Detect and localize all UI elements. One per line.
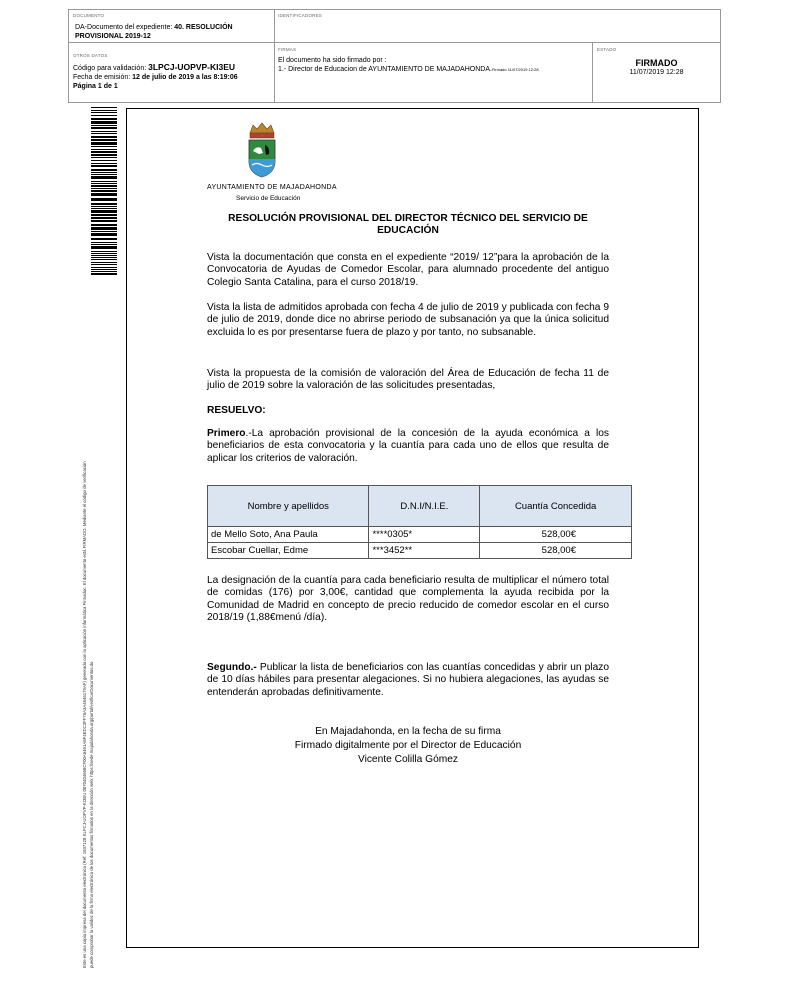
cell-nombre: Escobar Cuellar, Edme [208, 543, 369, 559]
signature-line-2: Firmado digitalmente por el Director de Educación [294, 740, 522, 751]
documento-title: 40. RESOLUCIÓN PROVISIONAL 2019-12 [75, 24, 233, 40]
estado-label: ESTADO [597, 47, 617, 52]
primero-label: Primero [207, 428, 246, 439]
signature-line-1: En Majadahonda, en la fecha de su firma [315, 726, 501, 737]
cell-cuantia: 528,00€ [480, 543, 632, 559]
firmas-date: Firmado 11/07/2019 12:28 [491, 67, 539, 72]
fecha-prefix: Fecha de emisión: [73, 74, 133, 81]
documento-label: DOCUMENTO [73, 13, 105, 18]
signature-line-3: Vicente Colilla Gómez [357, 754, 459, 765]
header-dni: D.N.I/N.I.E. [369, 486, 480, 527]
documento-prefix: DA-Documento del expediente: [75, 24, 175, 31]
servicio-name: Servicio de Educación [236, 195, 301, 202]
estado-cell [593, 43, 720, 102]
codigo-validacion: 3LPCJ-UOPVP-KI3EU [148, 62, 236, 72]
cell-dni: ***3452** [369, 543, 480, 559]
identificadores-label: IDENTIFICADORES [278, 13, 323, 18]
paragraph-3: Vista la propuesta de la comisión de valoración del Área de Educación de fecha 11 de julio de 2019 sobre la valoración de las solicitudes presentadas, [207, 368, 609, 392]
cell-dni: ****0305* [369, 527, 480, 543]
cell-nombre: de Mello Soto, Ana Paula [208, 527, 369, 543]
paragraph-1: Vista la documentación que consta en el expediente “2019/ 12”para la aprobación de la Convocatoria de Ayudas de Comedor Escolar, para alumnado procedente del antiguo Colegio Santa Catalina, para el curso 2018/19. [207, 252, 609, 288]
municipal-crest-icon [244, 121, 280, 179]
firmas-cell [275, 43, 593, 102]
table-row [208, 543, 632, 559]
resolution-title: RESOLUCIÓN PROVISIONAL DEL DIRECTOR TÉCNICO DEL SERVICIO DE EDUCACIÓN [228, 213, 588, 236]
header-nombre: Nombre y apellidos [208, 486, 369, 527]
estado-value: FIRMADO [635, 58, 678, 68]
codigo-prefix: Código para validación: [73, 65, 149, 72]
otros-datos-label: OTROS DATOS [73, 53, 108, 58]
identificadores-cell [275, 10, 720, 43]
otros-datos-cell [69, 43, 275, 102]
firmas-line1: El documento ha sido firmado por : [278, 57, 387, 64]
side-verification-text-2: puede comprobar la validez de la firma electrónica de los documentos firmados en la dirección web: https://sede.majadahonda.org/portal/verificarDocumentos.do [89, 661, 94, 968]
barcode-icon [91, 107, 117, 275]
firmas-line2: 1.- Director de Educacion de AYUNTAMIENTO DE MAJADAHONDA. [278, 66, 492, 73]
segundo-label: Segundo.- [207, 662, 257, 673]
resuelvo-heading: RESUELVO: [207, 405, 266, 416]
fecha-emision: 12 de julio de 2019 a las 8:19:06 [132, 74, 238, 81]
paragraph-2: Vista la lista de admitidos aprobada con fecha 4 de julio de 2019 y publicada con fecha 9 de julio de 2019, donde dice no abrirse periodo de subsanación ya que la única solicitud excluida lo es por presentarse fuera de plazo y por tanto, no subsanable. [207, 302, 609, 338]
estado-date: 11/07/2019 12:28 [629, 69, 684, 76]
firmas-label: FIRMAS [278, 47, 297, 52]
document-header [68, 9, 721, 103]
ayuntamiento-name: AYUNTAMIENTO DE MAJADAHONDA [207, 184, 337, 191]
beneficiaries-table [207, 485, 632, 559]
table-row [208, 527, 632, 543]
segundo-text: Publicar la lista de beneficiarios con las cuantías concedidas y abrir un plazo de 10 días hábiles para presentar alegaciones. Si no hubiera alegaciones, las ayudas se entenderán aprobadas definitivamente. [207, 662, 609, 698]
cell-cuantia: 528,00€ [480, 527, 632, 543]
pagina: Página 1 de 1 [73, 83, 118, 90]
side-verification-text-1: Este es una copia impresa del documento electrónico (Ref: 1637128 KLPCJ-UOPVP-KI3EU 0070404658CF00A6461A8F4EDC3FF76A3A4646179AF) generada con la aplicación informática Firmadoc. El documento está FIRMADO. Mediante el código de verificación [82, 461, 87, 968]
primero-paragraph [207, 428, 609, 465]
table-header-row [208, 486, 632, 527]
segundo-paragraph [207, 662, 609, 699]
designacion-paragraph: La designación de la cuantía para cada beneficiario resulta de multiplicar el número total de comidas (176) por 3,00€, cantidad que complementa la ayuda recibida por la Comunidad de Madrid en concepto de precio reducido de comedor escolar en el curso 2018/19 (1,88€menú /día). [207, 575, 609, 623]
primero-text: .-La aprobación provisional de la concesión de la ayuda económica a los beneficiarios de esta convocatoria y la cuantía para cada uno de ellos que resulta de aplicar los criterios de valoración. [207, 428, 609, 464]
documento-cell [69, 10, 275, 43]
header-cuantia: Cuantía Concedida [480, 486, 632, 527]
